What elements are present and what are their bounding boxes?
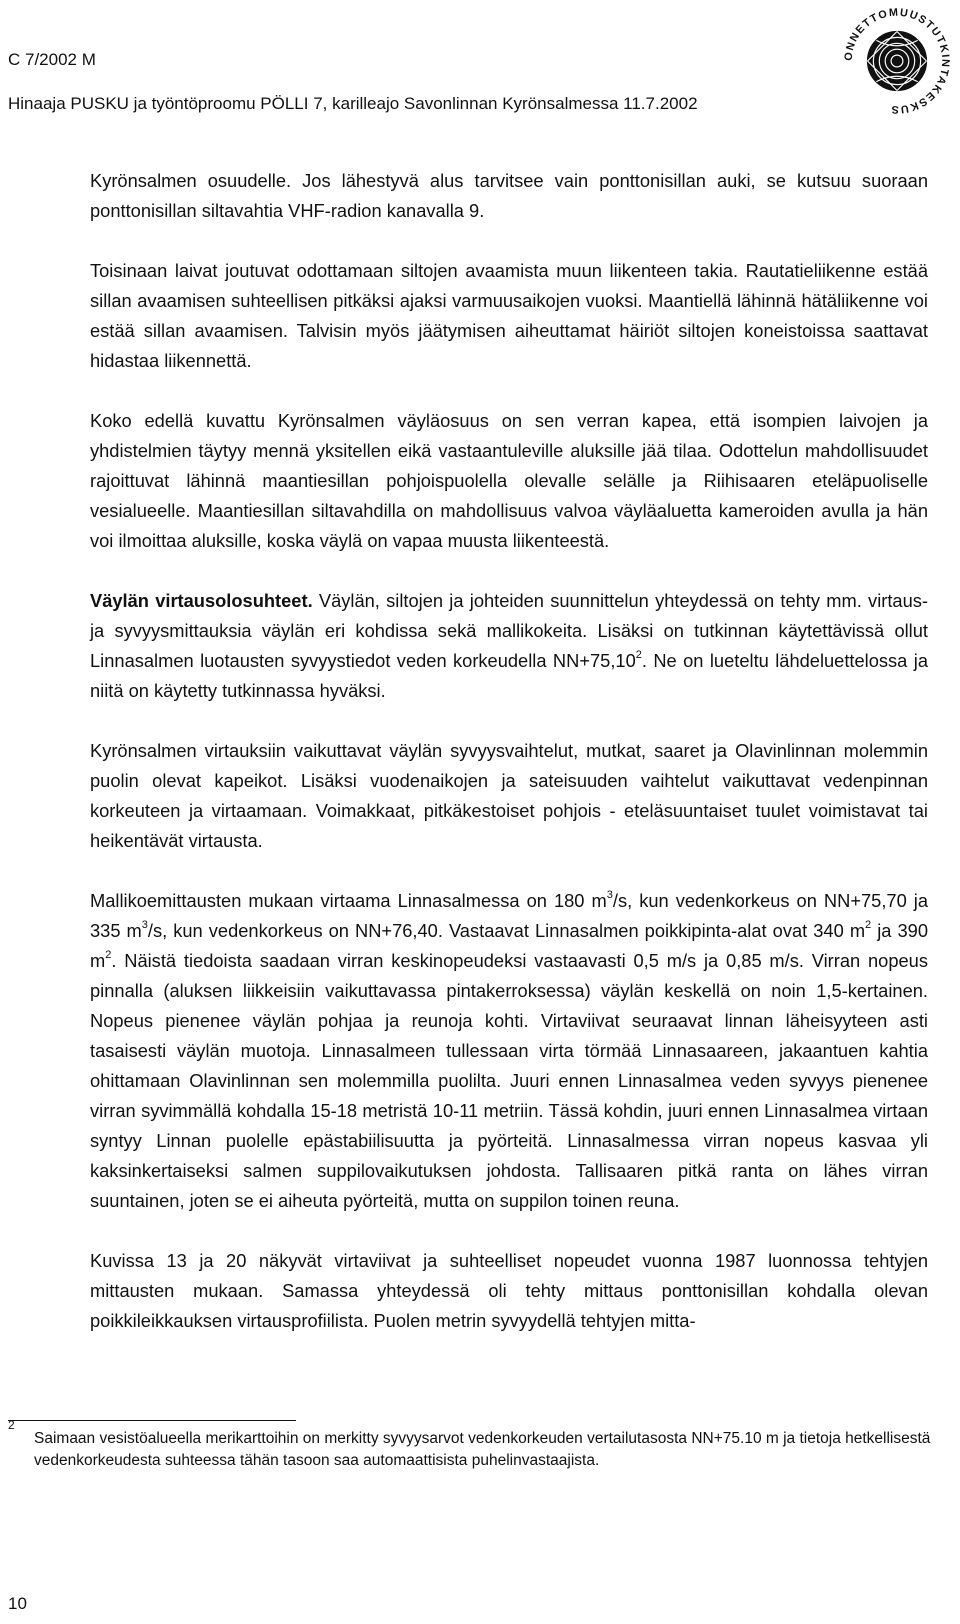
paragraph-6-text-a: Mallikoemittausten mukaan virtaama Linnasalmessa on 180 m [90,890,607,911]
superscript-3a: 3 [606,888,613,901]
paragraph-4-text-b: . Ne on lueteltu lähdeluettelossa ja niitä on käytetty tutkinnassa hyväksi. [90,650,928,701]
report-title: Hinaaja PUSKU ja työntöproomu PÖLLI 7, karilleajo Savonlinnan Kyrönsalmessa 11.7.2002 [8,94,698,113]
footnote-ref: 2 [635,648,642,661]
footnote-divider [8,1420,296,1421]
paragraph-3: Koko edellä kuvattu Kyrönsalmen väyläosuus on sen verran kapea, että isompien laivojen ja yhdistelmien täytyy mennä yksitellen eikä vastaantuleville aluksille jää tilaa. Odottelun mahdollisuudet rajoittuvat lähinnä maantiesillan pohjoispuolella olevalle selälle ja Riihisaaren eteläpuoliselle vesialueelle. Maantiesillan siltavahdilla on mahdollisuus valvoa väyläaluetta kameroiden avulla ja hän voi ilmoittaa aluksille, koska väylä on vapaa muusta liikenteestä. [90,410,928,551]
paragraph-6-text-b: /s, kun vedenkorkeus on NN+75,70 ja 335 m [90,890,928,941]
footnote-number: 2 [8,1418,15,1432]
paragraph-6-text-e: . Näistä tiedoista saadaan virran keskinopeudeksi vastaavasti 0,5 m/s ja 0,85 m/s. Virran nopeus pinnalla (aluksen liikkeisiin vaikuttavassa pintakerroksessa) väylän keskellä on noin 1,5-kertainen. Nopeus pienenee väylän pohjaa ja reunoja kohti. Virtaviivat seuraavat linnan läheisyyteen asti tasaisesti väylän muotoja. Linnasalmeen tullessaan virta törmää Linnasaareen, jakaantuen kahtia ohittamaan Olavinlinnan sen molemmilla puolilta. Juuri ennen Linnasalmea veden syvyys pienenee virran syvimmällä kohdalla 15-18 metristä 10-11 metriin. Tässä kohdin, juuri ennen Linnasalmea virtaan syntyy Linnan puolelle epästabiilisuutta ja pyörteitä. Linnasalmessa virran nopeus kasvaa yli kaksinkertaiseksi salmen suppilovaikutuksen johdosta. Tallisaaren pitkä ranta on lähes virran suuntainen, joten se ei aiheuta pyörteitä, mutta on suppilon toinen reuna. [90,950,928,1211]
paragraph-4 [90,586,928,706]
superscript-2b: 2 [105,948,112,961]
report-code: C 7/2002 M [8,50,96,69]
superscript-2a: 2 [865,918,872,931]
svg-text:ONNETTOMUUSTUTKINTAKESKUS: ONNETTOMUUSTUTKINTAKESKUS [842,6,952,116]
seal-logo-icon [838,2,956,120]
paragraph-6 [90,886,928,1216]
superscript-3b: 3 [141,918,148,931]
footnote-text: Saimaan vesistöalueella merikarttoihin on merkitty syvyysarvot vedenkorkeuden vertailutasosta NN+75.10 m ja tietoja hetkellisestä vedenkorkeudesta suhteessa tähän tasoon saa automaattisista puhelinvastaajista. [34,1430,931,1469]
main-text [90,166,928,1366]
paragraph-7: Kuvissa 13 ja 20 näkyvät virtaviivat ja suhteelliset nopeudet vuonna 1987 luonnossa tehtyjen mittausten mukaan. Samassa yhteydessä oli tehty mittaus ponttonisillan kohdalla olevan poikkileikkauksen virtausprofiilista. Puolen metrin syvyydellä tehtyjen mitta- [90,1250,928,1331]
section-heading: Väylän virtausolosuhteet. [90,590,313,611]
paragraph-1: Kyrönsalmen osuudelle. Jos lähestyvä alus tarvitsee vain ponttonisillan auki, se kutsuu suoraan ponttonisillan siltavahtia VHF-radion kanavalla 9. [90,170,928,221]
paragraph-5: Kyrönsalmen virtauksiin vaikuttavat väylän syvyysvaihtelut, mutkat, saaret ja Olavinlinnan molemmin puolin olevat kapeikot. Lisäksi vuodenaikojen ja sateisuuden vaihtelut vaikuttavat vedenpinnan korkeuteen ja virtaamaan. Voimakkaat, pitkäkestoiset pohjois - eteläsuuntaiset tuulet voimistavat tai heikentävät virtausta. [90,740,928,851]
paragraph-4-text-a: Väylän, siltojen ja johteiden suunnittelun yhteydessä on tehty mm. virtaus- ja syvyysmittauksia väylän eri kohdissa sekä mallikokeita. Lisäksi on tutkinnan käytettävissä ollut Linnasalmen luotausten syvyystiedot veden korkeudella NN+75,10 [90,590,928,671]
paragraph-6-text-c: /s, kun vedenkorkeus on NN+76,40. Vastaavat Linnasalmen poikkipinta-alat ovat 340 m [147,920,866,941]
paragraph-2: Toisinaan laivat joutuvat odottamaan siltojen avaamista muun liikenteen takia. Rautatieliikenne estää sillan avaamisen suhteellisen pitkäksi ajaksi varmuusaikojen vuoksi. Maantiellä lähinnä hätäliikenne voi estää sillan avaamisen. Talvisin myös jäätymisen aiheuttamat häiriöt siltojen koneistoissa saattavat hidastaa liikennettä. [90,260,928,371]
paragraph-6-text-d: ja 390 m [90,920,928,971]
page-number: 10 [8,1594,27,1613]
